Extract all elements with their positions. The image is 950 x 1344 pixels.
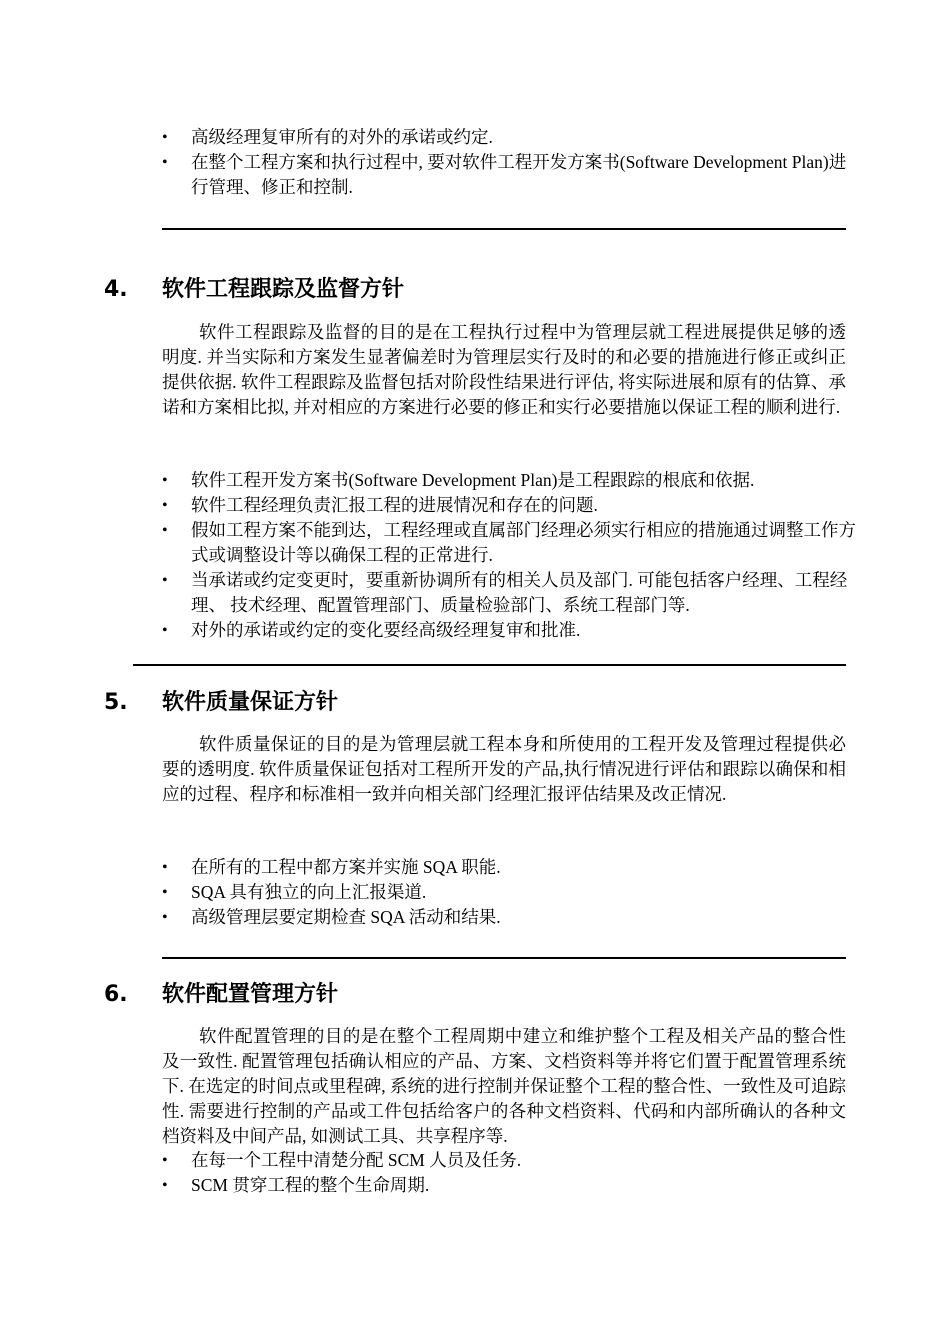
section-divider — [133, 664, 846, 666]
section-divider — [162, 957, 846, 959]
section-number: 6. — [104, 982, 128, 1007]
section-bullet-list — [162, 468, 862, 643]
section-paragraph: 软件质量保证的目的是为管理层就工程本身和所使用的工程开发及管理过程提供必要的透明度. 软件质量保证包括对工程所开发的产品,执行情况进行评估和跟踪以确保和相应的过程、程序和标准相一致并向相关部门经理汇报评估结果及改正情况. — [162, 734, 846, 804]
list-item: • 在所有的工程中都方案并实施 SQA 职能. — [162, 855, 852, 880]
list-item: • SQA 具有独立的向上汇报渠道. — [162, 880, 852, 905]
list-item: • 软件工程开发方案书(Software Development Plan)是工程跟踪的根底和依据. — [162, 468, 862, 493]
section-divider — [162, 228, 846, 230]
list-item: • 当承诺或约定变更时，要重新协调所有的相关人员及部门. 可能包括客户经理、工程经理、 技术经理、配置管理部门、质量检验部门、系统工程部门等. — [162, 568, 862, 618]
section-title: 软件工程跟踪及监督方针 — [162, 277, 405, 302]
list-item: • SCM 贯穿工程的整个生命周期. — [162, 1173, 852, 1198]
section-number: 4. — [104, 277, 128, 302]
list-item: • 假如工程方案不能到达，工程经理或直属部门经理必须实行相应的措施通过调整工作方式或调整设计等以确保工程的正常进行. — [162, 518, 862, 568]
list-item: • 在整个工程方案和执行过程中, 要对软件工程开发方案书(Software Development Plan)进行管理、修正和控制. — [162, 150, 852, 200]
list-item: • 对外的承诺或约定的变化要经高级经理复审和批准. — [162, 618, 862, 643]
section-paragraph: 软件工程跟踪及监督的目的是在工程执行过程中为管理层就工程进展提供足够的透明度. 并当实际和方案发生显著偏差时为管理层实行及时的和必要的措施进行修正或纠正提供依据. 软件工程跟踪及监督包括对阶段性结果进行评估, 将实际进展和原有的估算、承诺和方案相比拟, 并对相应的方案进行必要的修正和实行必要措施以保证工程的顺利进行. — [162, 322, 846, 417]
section-number: 5. — [104, 690, 128, 715]
section-title: 软件配置管理方针 — [162, 982, 339, 1007]
list-item: • 软件工程经理负责汇报工程的进展情况和存在的问题. — [162, 493, 862, 518]
section-title: 软件质量保证方针 — [162, 690, 339, 715]
list-item: • 在每一个工程中清楚分配 SCM 人员及任务. — [162, 1148, 852, 1173]
section-paragraph: 软件配置管理的目的是在整个工程周期中建立和维护整个工程及相关产品的整合性及一致性. 配置管理包括确认相应的产品、方案、文档资料等并将它们置于配置管理系统下. 在选定的时间点或里程碑, 系统的进行控制并保证整个工程的整合性、一致性及可追踪性. 需要进行控制的产品或工件包括给客户的各种文档资料、代码和内部所确认的各种文档资料及中间产品, 如测试工具、共享程序等. — [162, 1026, 846, 1146]
section-bullet-list — [162, 855, 852, 930]
list-item: • 高级管理层要定期检查 SQA 活动和结果. — [162, 905, 852, 930]
section-bullet-list — [162, 1148, 852, 1198]
intro-bullet-list — [162, 125, 852, 200]
list-item: • 高级经理复审所有的对外的承诺或约定. — [162, 125, 852, 150]
